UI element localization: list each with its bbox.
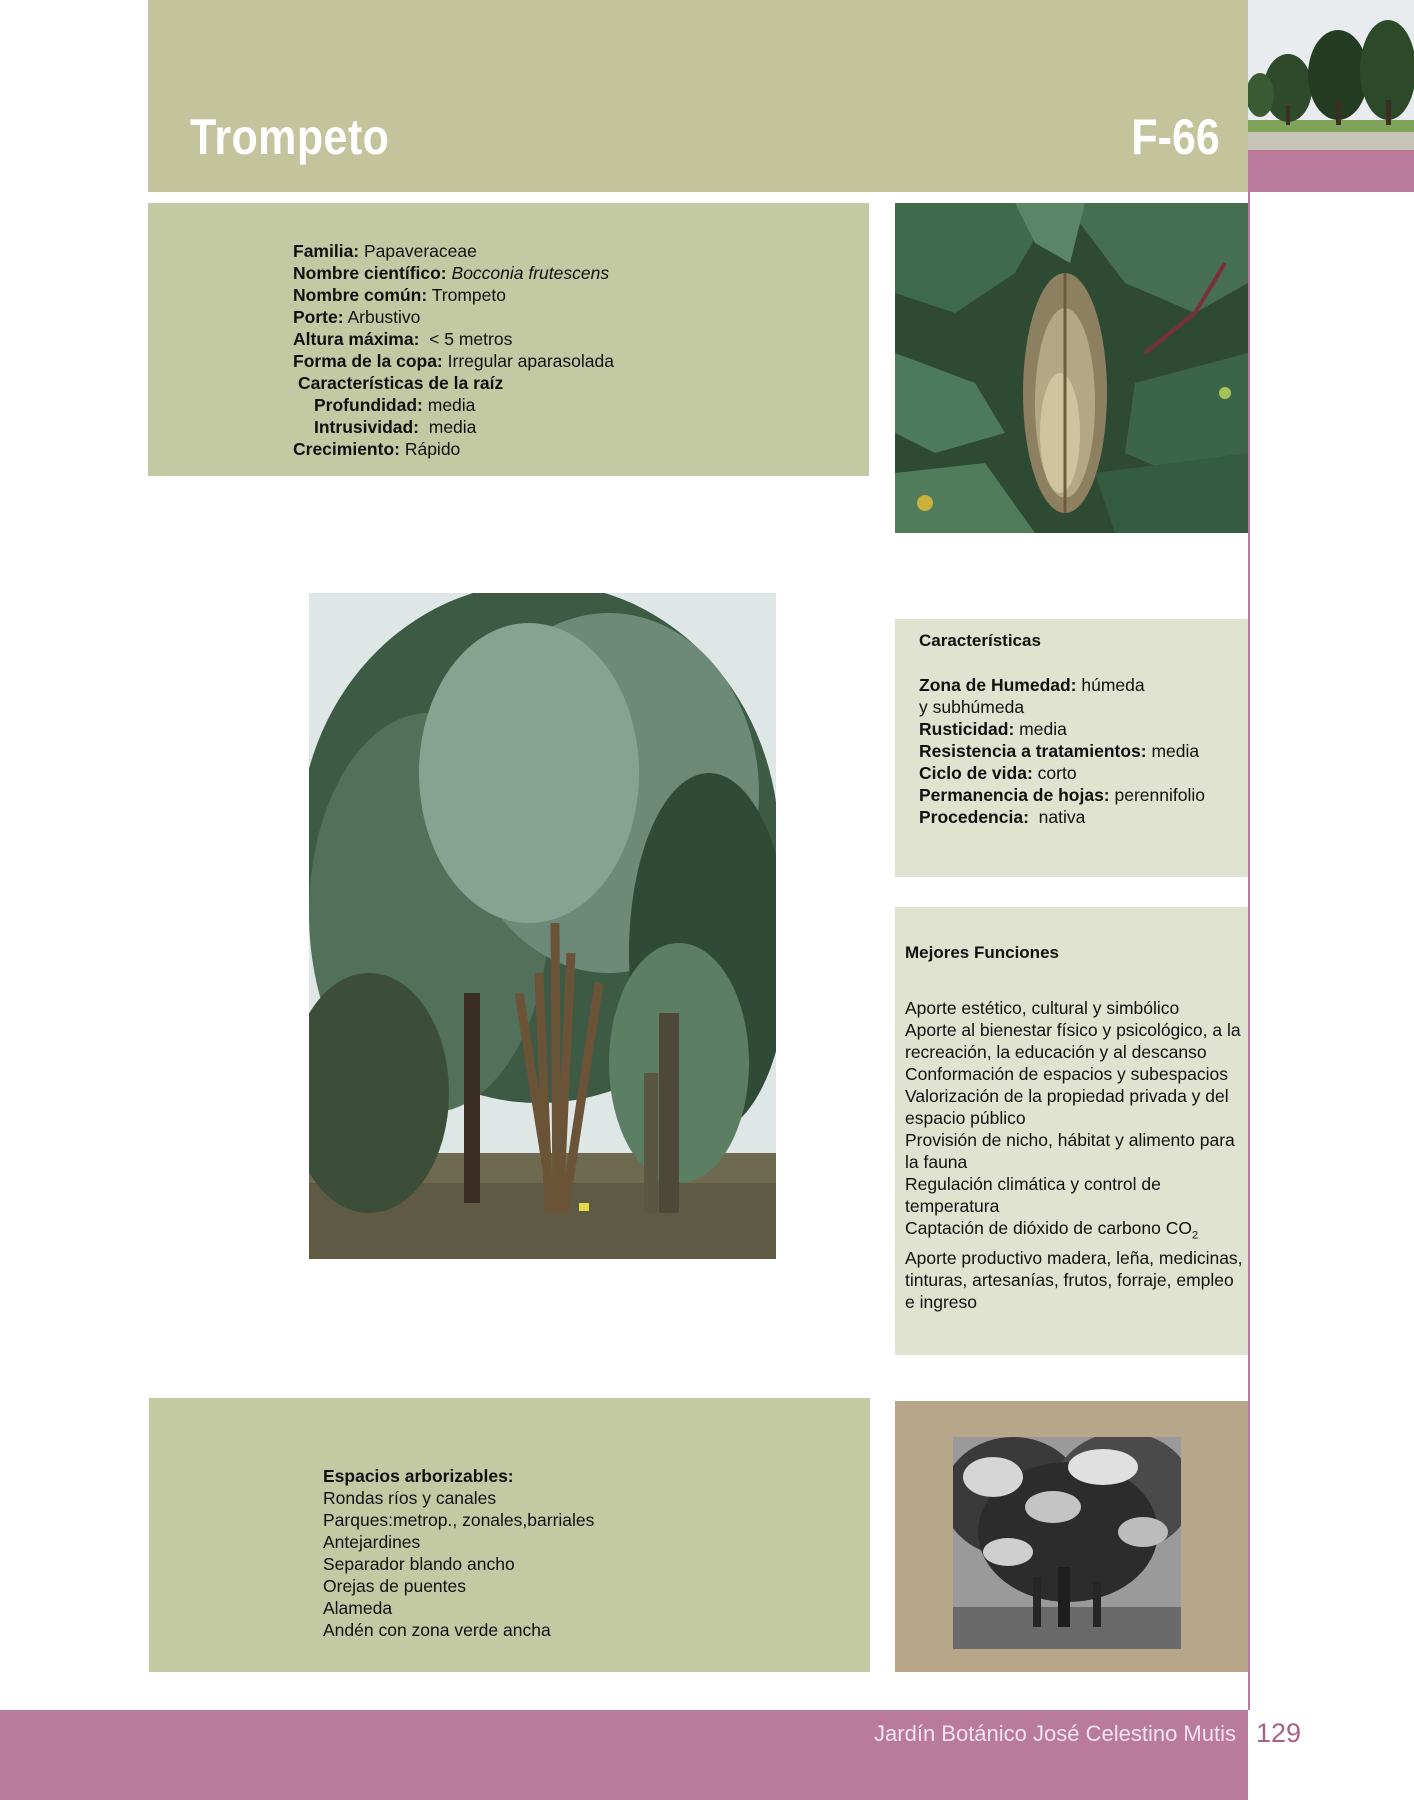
funcion-item: Valorización de la propiedad privada y del espacio público — [905, 1086, 1229, 1128]
raiz-heading: Características de la raíz — [298, 373, 504, 393]
tree-photo — [309, 593, 776, 1259]
funciones-text — [905, 942, 1245, 1313]
espacio-item: Rondas ríos y canales — [323, 1488, 497, 1508]
familia-value: Papaveraceae — [359, 241, 477, 261]
cientifico-label: Nombre científico: — [293, 263, 447, 283]
espacio-item: Antejardines — [323, 1532, 421, 1552]
funcion-item: Captación de dióxido de carbono CO — [905, 1218, 1192, 1238]
funcion-item: Aporte estético, cultural y simbólico — [905, 998, 1180, 1018]
procedencia-value: nativa — [1028, 807, 1086, 827]
page-number: 129 — [1256, 1718, 1302, 1748]
funcion-item: Provisión de nicho, hábitat y alimento para la fauna — [905, 1130, 1235, 1172]
resistencia-label: Resistencia a tratamientos: — [919, 741, 1147, 761]
ciclo-value: corto — [1032, 763, 1077, 783]
porte-label: Porte: — [293, 307, 344, 327]
altura-value: < 5 metros — [419, 329, 513, 349]
rusticidad-label: Rusticidad: — [919, 719, 1015, 739]
funcion-item: Aporte al bienestar físico y psicológico, a la recreación, la educación y al descanso — [905, 1020, 1241, 1062]
comun-value: Trompeto — [427, 285, 506, 305]
species-code: F-66 — [1131, 109, 1220, 165]
caracteristicas-text — [919, 630, 1244, 828]
copa-value: Irregular aparasolada — [442, 351, 614, 371]
crecimiento-value: Rápido — [399, 439, 461, 459]
permanencia-value: perennifolio — [1109, 785, 1205, 805]
caracteristicas-heading: Características — [919, 631, 1041, 650]
funcion-item: Conformación de espacios y subespacios — [905, 1064, 1228, 1084]
funciones-heading: Mejores Funciones — [905, 943, 1059, 962]
funcion-item: Aporte productivo madera, leña, medicinas, tinturas, artesanías, frutos, forraje, empleo e ingreso — [905, 1247, 1243, 1312]
humedad-label: Zona de Humedad: — [919, 675, 1077, 695]
rusticidad-value: media — [1014, 719, 1067, 739]
publisher-name: Jardín Botánico José Celestino Mutis — [874, 1721, 1236, 1746]
profundidad-label: Profundidad: — [314, 395, 423, 415]
permanencia-label: Permanencia de hojas: — [919, 785, 1110, 805]
ciclo-label: Ciclo de vida: — [919, 763, 1033, 783]
page-title: Trompeto — [190, 109, 390, 165]
espacios-text — [323, 1465, 594, 1641]
espacio-item: Parques:metrop., zonales,barriales — [323, 1510, 595, 1530]
leaf-closeup-photo — [895, 203, 1248, 533]
espacio-item: Orejas de puentes — [323, 1576, 467, 1596]
co2-subscript: 2 — [1192, 1229, 1199, 1242]
ficha-text — [293, 240, 614, 460]
corner-accent — [1248, 150, 1414, 192]
intrusividad-label: Intrusividad: — [314, 417, 420, 437]
espacio-item: Separador blando ancho — [323, 1554, 515, 1574]
bw-tree-photo — [953, 1437, 1181, 1649]
porte-value: Arbustivo — [343, 307, 421, 327]
humedad-value: húmeda — [1076, 675, 1145, 695]
crecimiento-label: Crecimiento: — [293, 439, 400, 459]
comun-label: Nombre común: — [293, 285, 428, 305]
intrusividad-value: media — [419, 417, 477, 437]
altura-label: Altura máxima: — [293, 329, 420, 349]
cientifico-value: Bocconia frutescens — [451, 263, 610, 283]
corner-landscape-photo — [1248, 0, 1414, 150]
copa-label: Forma de la copa: — [293, 351, 443, 371]
profundidad-value: media — [422, 395, 476, 415]
espacios-heading: Espacios arborizables: — [323, 1466, 514, 1486]
espacio-item: Andén con zona verde ancha — [323, 1620, 551, 1640]
espacio-item: Alameda — [323, 1598, 393, 1618]
procedencia-label: Procedencia: — [919, 807, 1029, 827]
familia-label: Familia: — [293, 241, 360, 261]
resistencia-value: media — [1146, 741, 1200, 761]
funcion-item: Regulación climática y control de temperatura — [905, 1174, 1161, 1216]
side-rule — [1248, 192, 1250, 1710]
humedad-value-2: y subhúmeda — [919, 697, 1025, 717]
